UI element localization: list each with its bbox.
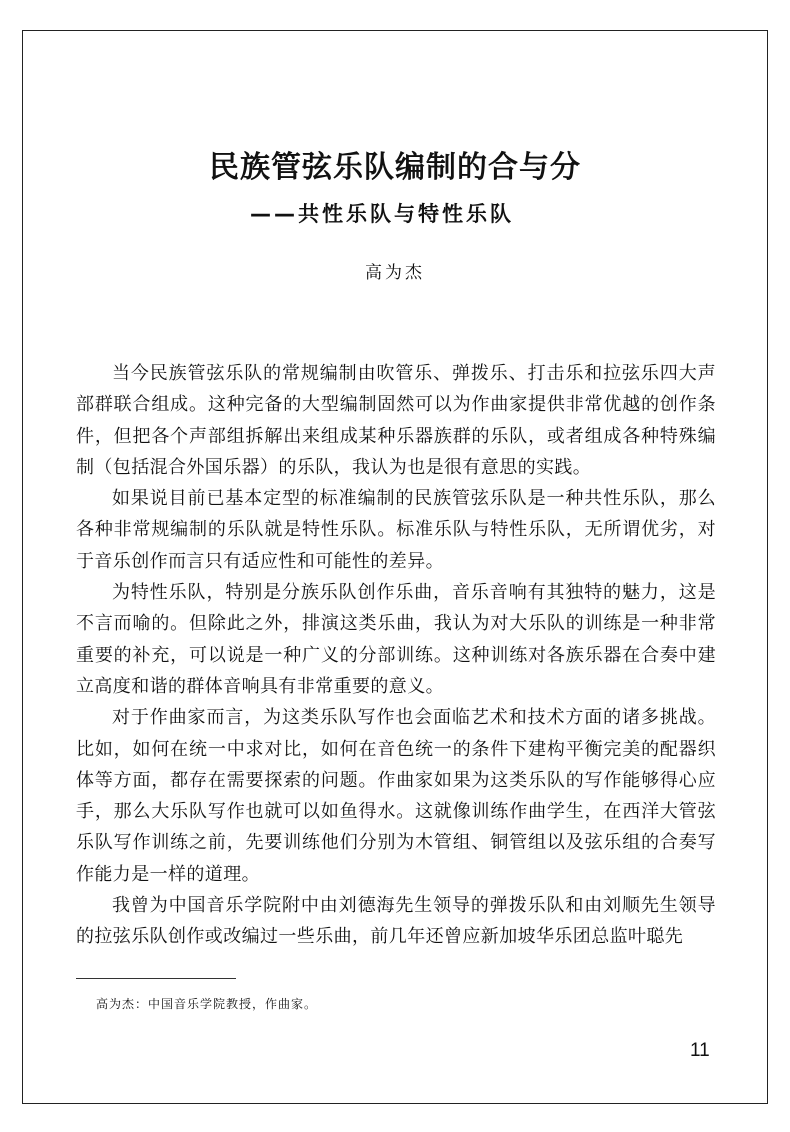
page-number: 11 bbox=[690, 1040, 710, 1061]
article-author: 高为杰 bbox=[365, 263, 425, 283]
paragraph: 如果说目前已基本定型的标准编制的民族管弦乐队是一种共性乐队，那么各种非常规编制的乐队就是特性乐队。标准乐队与特性乐队，无所谓优劣，对于音乐创作而言只有适应性和可能性的差异。 bbox=[76, 488, 716, 572]
article-body bbox=[76, 358, 716, 953]
paragraph: 我曾为中国音乐学院附中由刘德海先生领导的弹拨乐队和由刘顺先生领导的拉弦乐队创作或改编过一些乐曲，前几年还曾应新加坡华乐团总监叶聪先 bbox=[76, 895, 716, 948]
footnote-divider bbox=[76, 978, 236, 979]
footnote: 高为杰：中国音乐学院教授，作曲家。 bbox=[96, 997, 318, 1011]
paragraph: 对于作曲家而言，为这类乐队写作也会面临艺术和技术方面的诸多挑战。比如，如何在统一中求对比，如何在音色统一的条件下建构平衡完美的配器织体等方面，都存在需要探索的问题。作曲家如果为这类乐队的写作能够得心应手，那么大乐队写作也就可以如鱼得水。这就像训练作曲学生，在西洋大管弦乐队写作训练之前，先要训练他们分别为木管组、铜管组以及弦乐组的合奏写作能力是一样的道理。 bbox=[76, 707, 716, 885]
paragraph: 为特性乐队，特别是分族乐队创作乐曲，音乐音响有其独特的魅力，这是不言而喻的。但除此之外，排演这类乐曲，我认为对大乐队的训练是一种非常重要的补充，可以说是一种广义的分部训练。这种训练对各族乐器在合奏中建立高度和谐的群体音响具有非常重要的意义。 bbox=[76, 582, 716, 697]
paragraph: 当今民族管弦乐队的常规编制由吹管乐、弹拨乐、打击乐和拉弦乐四大声部群联合组成。这种完备的大型编制固然可以为作曲家提供非常优越的创作条件，但把各个声部组拆解出来组成某种乐器族群的乐队，或者组成各种特殊编制（包括混合外国乐器）的乐队，我认为也是很有意思的实践。 bbox=[76, 363, 716, 478]
article-title: 民族管弦乐队编制的合与分 bbox=[209, 150, 581, 185]
article-subtitle: ——共性乐队与特性乐队 bbox=[250, 202, 514, 226]
